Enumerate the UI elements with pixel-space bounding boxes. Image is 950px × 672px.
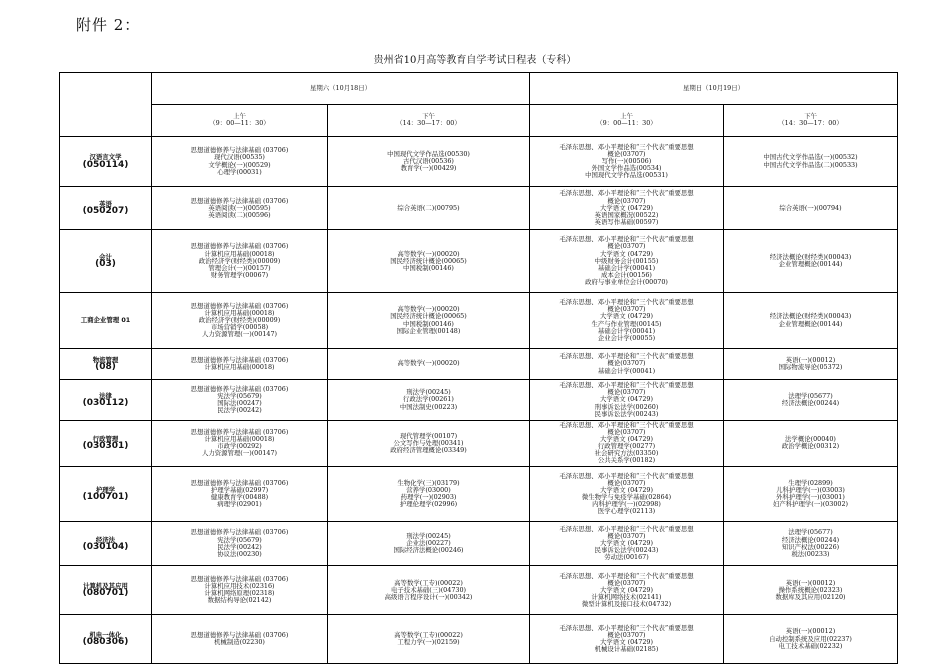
exam-cell — [530, 466, 724, 521]
exam-item: 大学语文 (04729) — [600, 203, 653, 212]
exam-item: 毛泽东思想、邓小平理论和“三个代表”重要思想 — [559, 189, 694, 198]
major-name: 工商企业管理 01 — [80, 315, 131, 324]
exam-item: 电工技术基础(02232) — [778, 641, 843, 650]
exam-item: 协议法(00230) — [217, 549, 262, 558]
exam-item: 市场营销学(00058) — [210, 323, 269, 332]
major-cell — [60, 521, 152, 566]
exam-cell — [328, 615, 530, 664]
exam-cell — [530, 293, 724, 348]
exam-item: 毛泽东思想、邓小平理论和“三个代表”重要思想 — [559, 524, 694, 533]
exam-item: 中国税制(00146) — [403, 263, 454, 272]
exam-item: 大学语文 (04729) — [600, 395, 653, 404]
exam-cell — [530, 229, 724, 293]
exam-item: 企业管理概论(00144) — [778, 260, 843, 269]
exam-cell — [328, 466, 530, 521]
major-name: 计算机及其应用 — [83, 582, 128, 591]
exam-item: 外科护理学(一)(03001) — [776, 492, 845, 501]
exam-cell — [724, 466, 898, 521]
exam-item: 生理学(02899) — [788, 478, 833, 487]
exam-item: 中国现代文学作品选(00530) — [387, 149, 470, 158]
exam-cell — [530, 187, 724, 229]
exam-item: 古代汉语(00536) — [403, 156, 454, 165]
exam-item: 概论(03707) — [607, 428, 646, 437]
exam-item: 思想道德修养与法律基础 (03706) — [190, 301, 289, 310]
table-row — [60, 420, 898, 466]
major-code: (080306) — [82, 637, 129, 648]
exam-item: 机械制造(02230) — [214, 638, 265, 647]
major-cell — [60, 136, 152, 187]
exam-item: 英语(一)(00012) — [785, 627, 836, 636]
exam-item: 民事诉讼法学(00243) — [594, 409, 659, 418]
exam-item: 经济法概论(财经类)(00043) — [769, 253, 852, 262]
exam-item: 现代管理学(00107) — [399, 431, 458, 440]
exam-item: 管理会计(一)(00157) — [208, 263, 271, 272]
exam-item: 病理学(02901) — [217, 499, 262, 508]
exam-cell — [530, 566, 724, 615]
exam-item: 数据库及其应用(02120) — [775, 592, 846, 601]
table-row — [60, 566, 898, 615]
exam-item: 医学心理学(02113) — [597, 507, 656, 516]
exam-item: 国际法(00247) — [217, 398, 262, 407]
session-header: 下午 （14：30—17：00） — [724, 104, 898, 136]
exam-item: 法理学(05677) — [788, 528, 833, 537]
exam-item: 概论(03707) — [607, 630, 646, 639]
exam-item: 政府经济管理概论(03349) — [390, 445, 467, 454]
major-name: 机电一体化 — [89, 630, 122, 639]
exam-cell — [152, 187, 328, 229]
exam-item: 中国税制(00146) — [403, 319, 454, 328]
major-code: (03) — [95, 259, 116, 270]
exam-item: 大学语文 (04729) — [600, 485, 653, 494]
exam-item: 数据结构导论(02142) — [207, 596, 272, 605]
exam-item: 计算机应用基础(00018) — [204, 249, 275, 258]
exam-cell — [152, 566, 328, 615]
exam-item: 计算机应用基础(00018) — [204, 435, 275, 444]
exam-item: 政府与事业单位会计(00070) — [585, 277, 668, 286]
exam-item: 国际物流导论(05372) — [778, 362, 843, 371]
exam-item: 操作系统概论(02323) — [778, 585, 843, 594]
exam-item: 概论(03707) — [607, 359, 646, 368]
exam-cell — [328, 566, 530, 615]
exam-item: 计算机网络原理(02318) — [204, 589, 275, 598]
exam-cell — [724, 615, 898, 664]
exam-cell — [152, 293, 328, 348]
exam-item: 概论(03707) — [607, 478, 646, 487]
exam-cell — [328, 348, 530, 380]
exam-item: 政治经济学(财经类)(00009) — [198, 256, 281, 265]
exam-item: 心理学(00031) — [217, 167, 262, 176]
exam-item: 人力资源管理(一)(00147) — [201, 330, 278, 339]
exam-item: 写作(一)(00506) — [601, 156, 652, 165]
major-name: 行政管理 — [92, 435, 119, 444]
exam-cell — [328, 420, 530, 466]
exam-item: 刑事诉讼法学(00260) — [594, 402, 659, 411]
exam-item: 英语阅读(二)(00596) — [208, 210, 271, 219]
exam-item: 护理伦理学(02996) — [399, 499, 458, 508]
exam-item: 大学语文 (04729) — [600, 539, 653, 548]
exam-item: 刑法学(00245) — [406, 388, 451, 397]
exam-cell — [530, 380, 724, 420]
exam-cell — [724, 229, 898, 293]
major-cell — [60, 293, 152, 348]
exam-item: 思想道德修养与法律基础 (03706) — [190, 528, 289, 537]
exam-item: 毛泽东思想、邓小平理论和“三个代表”重要思想 — [559, 142, 694, 151]
exam-cell — [724, 293, 898, 348]
exam-item: 企业会计学(00055) — [597, 333, 656, 342]
major-cell — [60, 566, 152, 615]
major-code: (030301) — [82, 441, 129, 452]
exam-item: 政治经济学(财经类)(00009) — [198, 315, 281, 324]
exam-cell — [328, 229, 530, 293]
exam-cell — [724, 566, 898, 615]
table-row — [60, 380, 898, 420]
table-row — [60, 136, 898, 187]
exam-item: 国际经济法概论(00246) — [393, 546, 464, 555]
exam-item: 行政管理学(00277) — [597, 442, 656, 451]
exam-item: 中国古代文学作品选(一)(00532) — [763, 153, 858, 162]
exam-cell — [152, 521, 328, 566]
exam-item: 英语阅读(一)(00595) — [208, 203, 271, 212]
exam-item: 国民经济统计概论(00065) — [390, 256, 467, 265]
major-cell — [60, 187, 152, 229]
exam-item: 高级语言程序设计(一)(00342) — [384, 592, 473, 601]
major-name: 汉语言文学 — [89, 153, 122, 162]
exam-item: 宪法学(05679) — [217, 391, 262, 400]
major-code: (050207) — [82, 206, 129, 217]
exam-item: 自动控制系统及应用(02237) — [769, 634, 852, 643]
exam-item: 毛泽东思想、邓小平理论和“三个代表”重要思想 — [559, 352, 694, 361]
exam-item: 现代汉语(00535) — [214, 153, 265, 162]
exam-item: 大学语文 (04729) — [600, 435, 653, 444]
exam-cell — [530, 615, 724, 664]
exam-item: 教育学(一)(00429) — [400, 164, 457, 173]
exam-item: 企业管理概论(00144) — [778, 319, 843, 328]
exam-item: 思想道德修养与法律基础 (03706) — [190, 196, 289, 205]
day-header-sunday: 星期日（10月19日） — [530, 73, 898, 105]
session-header-row — [60, 104, 898, 136]
exam-item: 民法学(00242) — [217, 542, 262, 551]
exam-item: 高等数学(工专)(00022) — [394, 630, 463, 639]
exam-cell — [328, 293, 530, 348]
exam-cell — [152, 420, 328, 466]
exam-item: 健康教育学(00488) — [210, 492, 269, 501]
exam-item: 中国法制史(00223) — [399, 402, 458, 411]
document-title: 贵州省10月高等教育自学考试日程表（专科） — [373, 55, 577, 66]
table-row — [60, 293, 898, 348]
exam-cell — [530, 136, 724, 187]
exam-item: 综合英语(一)(00794) — [779, 203, 842, 212]
exam-item: 人力资源管理(一)(00147) — [201, 449, 278, 458]
exam-cell — [152, 348, 328, 380]
table-row — [60, 187, 898, 229]
exam-cell — [724, 348, 898, 380]
exam-item: 毛泽东思想、邓小平理论和“三个代表”重要思想 — [559, 471, 694, 480]
exam-cell — [530, 420, 724, 466]
exam-item: 基础会计学(00041) — [597, 263, 656, 272]
exam-item: 高等数学(一)(00020) — [397, 305, 460, 314]
exam-item: 内科护理学(一)(02998) — [592, 499, 661, 508]
table-row — [60, 521, 898, 566]
exam-item: 计算机应用技术(02316) — [204, 582, 275, 591]
exam-item: 企业法(00227) — [406, 539, 451, 548]
exam-item: 大学语文 (04729) — [600, 638, 653, 647]
major-name: 护理学 — [95, 485, 116, 494]
exam-item: 毛泽东思想、邓小平理论和“三个代表”重要思想 — [559, 623, 694, 632]
major-code: (08) — [95, 361, 116, 372]
exam-item: 成本会计(00156) — [601, 270, 652, 279]
exam-cell — [724, 380, 898, 420]
major-cell — [60, 229, 152, 293]
major-name: 经济法 — [95, 535, 116, 544]
exam-cell — [152, 380, 328, 420]
major-code: (050114) — [82, 159, 129, 170]
exam-item: 生物化学(三)(03179) — [397, 478, 460, 487]
exam-item: 刑法学(00245) — [406, 532, 451, 541]
exam-item: 思想道德修养与法律基础 (03706) — [190, 146, 289, 155]
exam-item: 市政学(00292) — [217, 442, 262, 451]
exam-item: 机械设计基础(02185) — [594, 645, 659, 654]
exam-item: 中级财务会计(00155) — [594, 256, 659, 265]
schedule-table — [59, 72, 898, 664]
exam-item: 大学语文 (04729) — [600, 249, 653, 258]
schedule-body — [60, 73, 898, 664]
exam-item: 微生物学与免疫学基础(02864) — [581, 492, 672, 501]
major-code: (030112) — [82, 397, 129, 408]
exam-item: 英语(一)(00012) — [785, 355, 836, 364]
exam-item: 思想道德修养与法律基础 (03706) — [190, 630, 289, 639]
exam-cell — [724, 420, 898, 466]
exam-item: 宪法学(05679) — [217, 535, 262, 544]
exam-item: 概论(03707) — [607, 242, 646, 251]
exam-item: 计算机应用基础(00018) — [204, 362, 275, 371]
exam-item: 思想道德修养与法律基础 (03706) — [190, 478, 289, 487]
exam-item: 毛泽东思想、邓小平理论和“三个代表”重要思想 — [559, 298, 694, 307]
corner-cell — [60, 73, 152, 137]
exam-item: 高等数学(一)(00020) — [397, 359, 460, 368]
table-row — [60, 229, 898, 293]
table-row — [60, 466, 898, 521]
exam-item: 公文写作与处理(00341) — [393, 438, 464, 447]
exam-cell — [530, 521, 724, 566]
exam-item: 高等数学(一)(00020) — [397, 249, 460, 258]
major-code: (080701) — [82, 588, 129, 599]
exam-item: 计算机网络技术(02141) — [591, 592, 662, 601]
exam-item: 思想道德修养与法律基础 (03706) — [190, 242, 289, 251]
exam-item: 计算机应用基础(00018) — [204, 308, 275, 317]
major-cell — [60, 348, 152, 380]
exam-cell — [152, 229, 328, 293]
exam-item: 思想道德修养与法律基础 (03706) — [190, 575, 289, 584]
exam-item: 护理学基础(02997) — [210, 485, 269, 494]
exam-item: 知识产权法(00226) — [781, 542, 840, 551]
exam-item: 高等数学(工专)(00022) — [394, 578, 463, 587]
major-name: 物流管理 — [92, 355, 119, 364]
exam-item: 社会研究方法(03350) — [594, 449, 659, 458]
exam-cell — [328, 187, 530, 229]
exam-item: 中国古代文学作品选(二)(00533) — [763, 160, 858, 169]
major-code: (030104) — [82, 541, 129, 552]
exam-item: 民法学(00242) — [217, 406, 262, 415]
exam-item: 国民经济统计概论(00065) — [390, 312, 467, 321]
exam-item: 政治学概论(00312) — [781, 442, 840, 451]
exam-item: 经济法概论(财经类)(00043) — [769, 312, 852, 321]
exam-item: 综合英语(二)(00795) — [397, 203, 460, 212]
exam-cell — [152, 615, 328, 664]
exam-item: 电子技术基础(三)(04730) — [390, 585, 467, 594]
exam-cell — [328, 136, 530, 187]
exam-item: 劳动法(00167) — [604, 553, 649, 562]
session-header: 下午 （14：30—17：00） — [328, 104, 530, 136]
exam-item: 药理学(一)(02903) — [400, 492, 457, 501]
exam-item: 经济法概论(00244) — [781, 535, 840, 544]
exam-item: 民事诉讼法学(00243) — [594, 546, 659, 555]
exam-item: 毛泽东思想、邓小平理论和“三个代表”重要思想 — [559, 571, 694, 580]
exam-item: 工程力学(一)(02159) — [397, 638, 460, 647]
session-header: 上午 （9：00—11：30） — [530, 104, 724, 136]
exam-cell — [152, 466, 328, 521]
exam-item: 文学概论(一)(00529) — [208, 160, 271, 169]
exam-item: 国际企业管理(00148) — [396, 326, 461, 335]
major-cell — [60, 420, 152, 466]
day-header-row — [60, 73, 898, 105]
exam-item: 概论(03707) — [607, 388, 646, 397]
exam-item: 法学概论(00040) — [785, 435, 836, 444]
exam-item: 概论(03707) — [607, 305, 646, 314]
major-name: 会计 — [99, 253, 112, 262]
exam-item: 思想道德修养与法律基础 (03706) — [190, 355, 289, 364]
exam-item: 毛泽东思想、邓小平理论和“三个代表”重要思想 — [559, 381, 694, 390]
exam-item: 财务管理学(00067) — [210, 270, 269, 279]
exam-item: 英语国家概况(00522) — [594, 210, 659, 219]
exam-item: 大学语文 (04729) — [600, 585, 653, 594]
exam-item: 英语(一)(00012) — [785, 578, 836, 587]
exam-cell — [152, 136, 328, 187]
exam-cell — [328, 380, 530, 420]
exam-item: 基础会计学(00041) — [597, 326, 656, 335]
exam-item: 英语写作基础(00597) — [594, 217, 659, 226]
session-header: 上午 （9：00—11：30） — [152, 104, 328, 136]
exam-item: 概论(03707) — [607, 532, 646, 541]
major-cell — [60, 380, 152, 420]
exam-item: 公共关系学(00182) — [597, 456, 656, 465]
exam-item: 税法(00233) — [791, 549, 830, 558]
exam-item: 经济法概论(00244) — [781, 398, 840, 407]
exam-item: 思想道德修养与法律基础 (03706) — [190, 384, 289, 393]
exam-item: 概论(03707) — [607, 149, 646, 158]
exam-item: 妇产科护理学(一)(03002) — [772, 499, 849, 508]
exam-item: 行政法学(00261) — [403, 395, 454, 404]
exam-cell — [724, 187, 898, 229]
exam-cell — [724, 136, 898, 187]
exam-cell — [724, 521, 898, 566]
exam-item: 微型计算机及接口技术(04732) — [581, 599, 672, 608]
exam-item: 毛泽东思想、邓小平理论和“三个代表”重要思想 — [559, 420, 694, 429]
major-name: 法律 — [99, 391, 112, 400]
exam-item: 中国现代文学作品选(00531) — [585, 171, 668, 180]
exam-cell — [530, 348, 724, 380]
exam-item: 外国文学作品选(00534) — [591, 164, 662, 173]
exam-item: 法理学(05677) — [788, 391, 833, 400]
day-header-saturday: 星期六（10月18日） — [152, 73, 530, 105]
exam-cell — [328, 521, 530, 566]
table-row — [60, 615, 898, 664]
exam-item: 基础会计学(00041) — [597, 366, 656, 375]
exam-item: 大学语文 (04729) — [600, 312, 653, 321]
major-name: 英语 — [99, 200, 112, 209]
major-code: (100701) — [82, 491, 129, 502]
table-row — [60, 348, 898, 380]
major-cell — [60, 615, 152, 664]
exam-item: 概论(03707) — [607, 196, 646, 205]
exam-item: 毛泽东思想、邓小平理论和“三个代表”重要思想 — [559, 235, 694, 244]
exam-item: 概论(03707) — [607, 578, 646, 587]
exam-item: 生产与作业管理(00145) — [591, 319, 662, 328]
attachment-label: 附件 2： — [76, 16, 141, 34]
major-cell — [60, 466, 152, 521]
exam-item: 儿科护理学(一)(03003) — [776, 485, 845, 494]
exam-item: 思想道德修养与法律基础 (03706) — [190, 428, 289, 437]
exam-item: 营养学(03000) — [406, 485, 451, 494]
